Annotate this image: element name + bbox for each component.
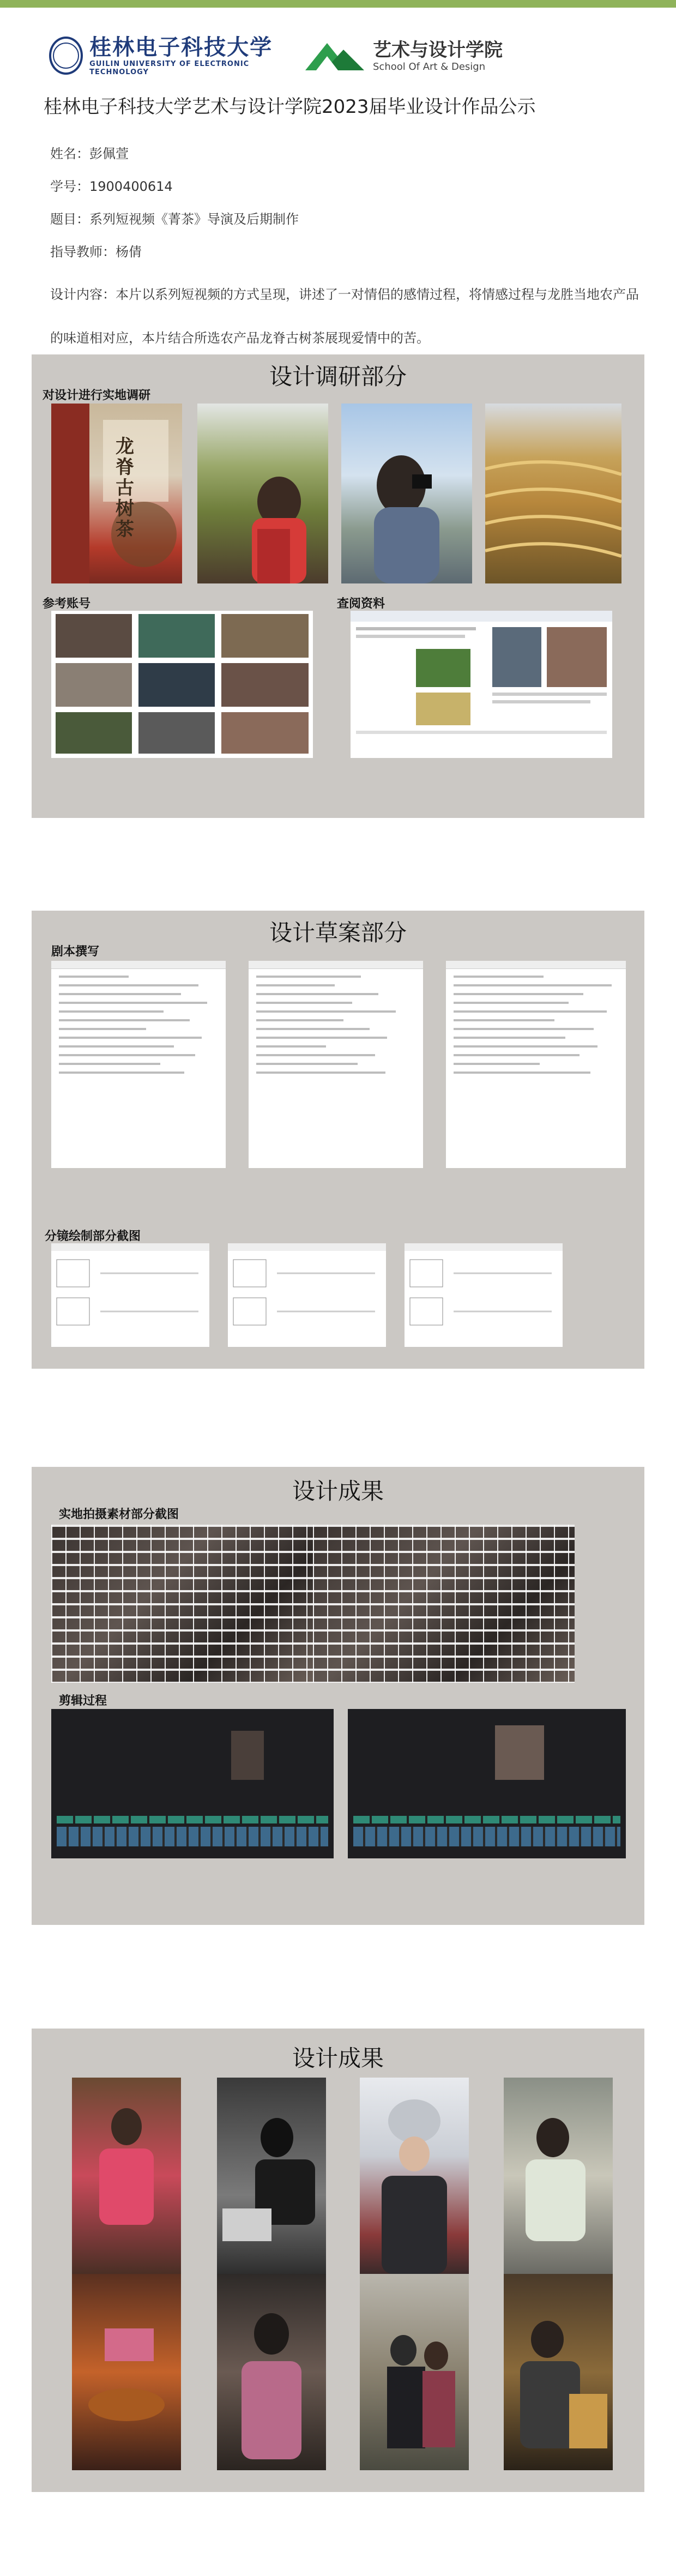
storyboard-screenshot-3 — [405, 1243, 563, 1347]
storyboard-screenshot-1 — [51, 1243, 209, 1347]
reference-materials-label: 查阅资料 — [337, 597, 385, 611]
poster-title: 龙脊古树茶 — [116, 436, 134, 540]
research-title: 设计调研部分 — [269, 363, 407, 390]
university-name-cn: 桂林电子科技大学 — [89, 34, 273, 60]
footage-label: 实地拍摄素材部分截图 — [59, 1508, 179, 1521]
still-silver-headdress — [360, 2078, 469, 2274]
school-name-en: School Of Art & Design — [373, 61, 486, 73]
university-seal-icon — [49, 37, 83, 75]
project-topic: 题目：系列短视频《菁茶》导演及后期制作 — [50, 212, 299, 227]
fieldwork-photo-girl-terraces — [197, 404, 328, 583]
script-page-1 — [51, 961, 226, 1168]
results-title-1: 设计成果 — [292, 1478, 384, 1504]
still-man-laptop — [217, 2078, 326, 2274]
research-panel — [32, 354, 644, 818]
storyboard-label: 分镜绘制部分截图 — [45, 1230, 141, 1243]
design-description: 设计内容：本片以系列短视频的方式呈现，讲述了一对情侣的感情过程，将情感过程与龙胜当地农产品的味道相对应，本片结合所选农产品龙脊古树茶展现爱情中的苦。 — [50, 287, 639, 346]
storyboard-screenshot-2 — [228, 1243, 386, 1347]
reference-accounts-screenshot — [51, 611, 313, 758]
reference-materials-screenshot — [351, 611, 612, 758]
script-page-3 — [446, 961, 626, 1168]
still-woman-drinking-tea — [504, 2078, 613, 2274]
footage-thumbnails-2 — [313, 1525, 575, 1683]
script-writing-label: 剧本撰写 — [51, 945, 100, 959]
reference-accounts-label: 参考账号 — [43, 597, 91, 611]
advisor: 指导教师：杨倩 — [50, 244, 142, 260]
mountain-logo-icon — [305, 38, 365, 74]
university-name-en: GUILIN UNIVERSITY OF ELECTRONIC TECHNOLOGY — [89, 60, 250, 76]
student-name: 姓名：彭佩萱 — [50, 146, 129, 161]
editing-label: 剪辑过程 — [59, 1694, 107, 1708]
still-girl-colorful-sweater — [217, 2274, 326, 2470]
university-logo — [49, 34, 283, 77]
still-couple-ceremony — [360, 2274, 469, 2470]
page-title: 桂林电子科技大学艺术与设计学院2023届毕业设计作品公示 — [44, 96, 536, 118]
editing-screenshot-1 — [51, 1709, 334, 1858]
draft-title: 设计草案部分 — [269, 919, 407, 946]
editing-screenshot-2 — [348, 1709, 626, 1858]
footage-thumbnails-1 — [51, 1525, 313, 1683]
fieldwork-photo-rice-terraces — [485, 404, 621, 583]
still-woman-pink-jacket — [72, 2078, 181, 2274]
results-panel-1 — [32, 1467, 644, 1925]
still-man-tea-stall — [504, 2274, 613, 2470]
still-tea-pouring — [72, 2274, 181, 2470]
tea-poster-image — [51, 404, 182, 583]
top-accent-bar — [0, 0, 676, 8]
results-title-2: 设计成果 — [292, 2045, 384, 2072]
student-id: 学号：1900400614 — [50, 179, 173, 194]
school-name-cn: 艺术与设计学院 — [373, 39, 503, 61]
fieldwork-photo-photographer — [341, 404, 472, 583]
script-page-2 — [249, 961, 423, 1168]
draft-panel — [32, 911, 644, 1369]
fieldwork-label: 对设计进行实地调研 — [43, 389, 151, 402]
results-panel-2 — [32, 2029, 644, 2492]
school-logo — [305, 34, 534, 77]
